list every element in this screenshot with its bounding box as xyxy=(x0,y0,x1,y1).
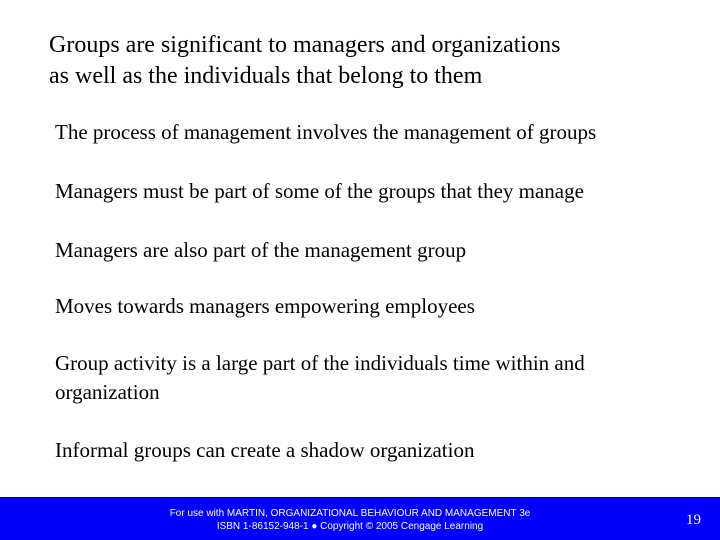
footer-line-2: ISBN 1-86152-948-1 ● Copyright © 2005 Cengage Learning xyxy=(216,521,484,532)
bullet-item-continuation: organization xyxy=(55,380,160,404)
bullet-item: Managers must be part of some of the groups that they manage xyxy=(55,179,584,203)
bullet-item: The process of management involves the management of groups xyxy=(55,120,597,144)
page-number: 19 xyxy=(686,512,701,528)
bullet-item: Managers are also part of the management group xyxy=(55,238,467,262)
bullet-item: Group activity is a large part of the individuals time within and xyxy=(55,351,585,375)
footer-bar xyxy=(0,497,720,540)
slide-title-line-2: as well as the individuals that belong to them xyxy=(49,63,483,89)
slide-title xyxy=(49,30,689,92)
footer-text xyxy=(150,507,550,533)
slide-title-line-1: Groups are significant to managers and organizations xyxy=(49,32,561,58)
bullet-item: Moves towards managers empowering employees xyxy=(55,294,475,318)
bullet-item: Informal groups can create a shadow organization xyxy=(55,438,475,462)
footer-line-1: For use with MARTIN, ORGANIZATIONAL BEHAVIOUR AND MANAGEMENT 3e xyxy=(169,508,531,519)
